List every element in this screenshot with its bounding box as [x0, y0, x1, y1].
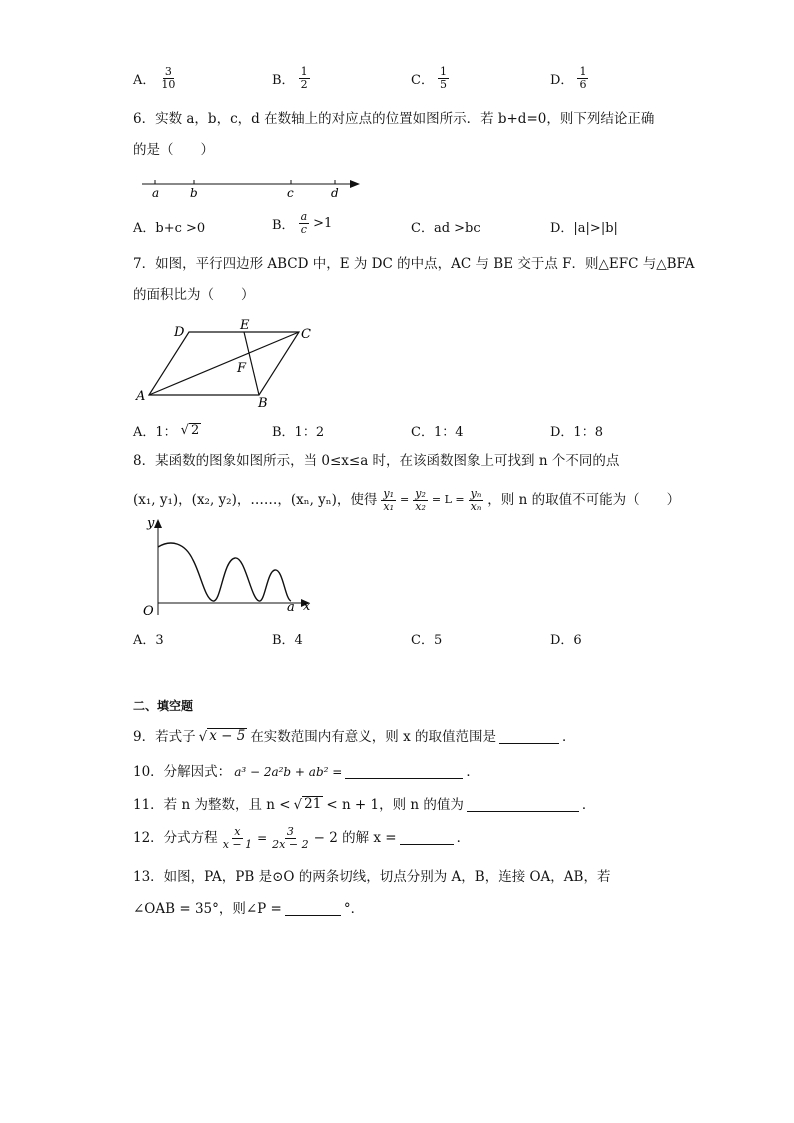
radicand: 2 [190, 423, 200, 438]
denominator: 5 [439, 77, 447, 91]
option-label: B． [272, 217, 295, 233]
q6-option-c: C．ad >bc [411, 221, 481, 236]
ratio-1 [381, 488, 396, 512]
ellipsis-equals: = L = [431, 493, 465, 507]
answer-blank[interactable] [285, 903, 341, 916]
ratio-n [469, 488, 484, 512]
option-label: B． [272, 72, 295, 88]
q11-pre: 11．若 n 为整数，且 n < [133, 797, 291, 813]
fraction [577, 66, 588, 90]
q7-stem-line1: 7．如图，平行四边形 ABCD 中，E 为 DC 的中点，AC 与 BE 交于点 F．则△EFC 与△BFA [133, 256, 695, 272]
q8-stem-line2: (x₁, y₁)，(x₂, y₂)，……，(xₙ, yₙ)，使得 $\frac{\text{y₁}}{\text{x₁}}$ = $\frac{\text{y₂}}{\text{x₂}}$ = L = $\frac{\text{yₙ}}{\text{xₙ}}$ ，则 n 的取值不可能为（ ） [133, 487, 681, 513]
q13-pre: ∠OAB = 35°，则∠P = [133, 901, 282, 917]
number-line-arrow [350, 180, 360, 188]
point-e: E [240, 318, 250, 333]
function-curve [158, 543, 291, 601]
q9-stem [133, 728, 576, 746]
sqrt-expression [199, 728, 248, 746]
numerator: 1 [300, 65, 308, 78]
point-b: B [258, 396, 268, 410]
fraction [299, 211, 310, 235]
denominator: x₁ [383, 499, 395, 513]
function-graph-figure [133, 515, 318, 617]
stem-tail: ，则 n 的取值不可能为（ ） [487, 492, 681, 509]
q7-option-d: D．1：8 [550, 425, 603, 440]
denominator: 6 [579, 77, 587, 91]
fraction [299, 66, 310, 90]
x-label: x [303, 599, 311, 614]
a-label: a [287, 600, 295, 615]
q11-stem [133, 796, 595, 814]
q5-option-c [411, 66, 449, 90]
fraction-right [270, 826, 310, 850]
segment-be [244, 332, 259, 395]
q12-stem [133, 826, 470, 850]
option-label: A．1： [133, 425, 177, 440]
answer-blank[interactable] [499, 731, 559, 744]
q12-pre: 12．分式方程 [133, 830, 218, 847]
q8-option-d: D．6 [550, 633, 582, 648]
numerator: y₁ [383, 487, 395, 500]
option-label: A． [133, 72, 156, 88]
q8-stem-line1: 8．某函数的图象如图所示，当 0≤x≤a 时，在该函数图象上可找到 n 个不同的点 [133, 453, 620, 469]
numerator: 1 [439, 65, 447, 78]
fraction [159, 66, 177, 90]
label-a: a [152, 186, 160, 200]
q12-end: ． [456, 830, 471, 847]
section-heading-fill-in: 二、填空题 [133, 699, 194, 713]
numerator: x [234, 825, 241, 838]
radical-sign: √ [180, 423, 189, 438]
points-list: (x₁, y₁)，(x₂, y₂)，……，(xₙ, yₙ)，使得 [133, 492, 378, 509]
diagonal-ac [149, 332, 299, 395]
q9-pre: 9．若式子 [133, 729, 196, 745]
sqrt-expression [294, 796, 324, 814]
q5-option-a [133, 66, 177, 90]
q13-stem-line2 [133, 900, 364, 918]
numerator: yₙ [470, 487, 482, 500]
q10-expression: a³ − 2a²b + ab² = [234, 765, 343, 779]
option-tail: >1 [313, 215, 333, 231]
q11-mid: < n + 1，则 n 的值为 [326, 797, 464, 813]
sqrt-expression [181, 423, 202, 438]
point-a: A [136, 389, 146, 404]
radical-sign: √ [293, 797, 303, 813]
origin-label: O [143, 604, 154, 617]
y-label: y [147, 516, 155, 531]
option-label: C． [411, 72, 434, 88]
denominator: c [300, 222, 307, 236]
q7-option-b: B．1：2 [272, 425, 325, 440]
numerator: 3 [164, 65, 172, 78]
q8-option-b: B．4 [272, 633, 303, 648]
fraction [438, 66, 449, 90]
numerator: 1 [579, 65, 587, 78]
q6-option-d: D．|a|>|b| [550, 221, 618, 236]
option-label: D． [550, 72, 574, 88]
numerator: a [300, 210, 308, 223]
answer-blank[interactable] [345, 766, 463, 779]
numerator: 3 [286, 825, 294, 838]
q6-option-a: A．b+c >0 [133, 221, 206, 236]
label-d: d [331, 186, 339, 200]
q11-end: ． [581, 797, 596, 813]
q8-option-c: C．5 [411, 633, 443, 648]
q13-stem-line1: 13．如图，PA，PB 是⊙O 的两条切线，切点分别为 A，B，连接 OA，AB，若 [133, 869, 611, 885]
q8-option-a: A．3 [133, 633, 164, 648]
parallelogram-figure [134, 315, 324, 410]
q12-tail: − 2 的解 x = [313, 830, 397, 847]
ratio-2 [413, 488, 428, 512]
q13-end: °． [343, 901, 365, 917]
radical-sign: √ [198, 729, 208, 745]
denominator: 2 [300, 77, 308, 91]
equals-sign: = [257, 831, 268, 846]
q6-stem-line1: 6．实数 a，b，c，d 在数轴上的对应点的位置如图所示．若 b+d=0，则下列结论正确 [133, 111, 655, 127]
denominator: 10 [161, 77, 176, 91]
q9-end: ． [562, 729, 576, 745]
point-d: D [174, 325, 185, 340]
denominator: x₂ [415, 499, 426, 513]
q10-end: ． [466, 764, 480, 780]
q5-option-b [272, 66, 310, 90]
answer-blank[interactable] [467, 799, 579, 812]
q6-stem-line2: 的是（ ） [133, 142, 214, 158]
q10-pre: 10．分解因式： [133, 764, 232, 780]
point-f: F [237, 361, 247, 376]
denominator: x − 1 [222, 837, 253, 851]
q9-post: 在实数范围内有意义，则 x 的取值范围是 [250, 729, 497, 745]
radicand: 21 [304, 796, 322, 812]
q7-option-a [133, 421, 201, 440]
q7-stem-line2: 的面积比为（ ） [133, 287, 255, 303]
label-b: b [190, 186, 198, 200]
denominator: xₙ [470, 499, 482, 513]
point-c: C [301, 327, 311, 342]
answer-blank[interactable] [400, 832, 454, 845]
number-line-figure [140, 175, 365, 201]
q5-option-d [550, 66, 588, 90]
label-c: c [287, 186, 294, 200]
q7-option-c: C．1：4 [411, 425, 464, 440]
q10-stem [133, 763, 480, 781]
y-axis-arrow [154, 519, 162, 528]
fraction-left [221, 826, 254, 850]
q6-option-b [272, 211, 332, 235]
numerator: y₂ [415, 487, 426, 500]
denominator: 2x − 2 [272, 837, 309, 851]
radicand: x − 5 [209, 728, 246, 744]
